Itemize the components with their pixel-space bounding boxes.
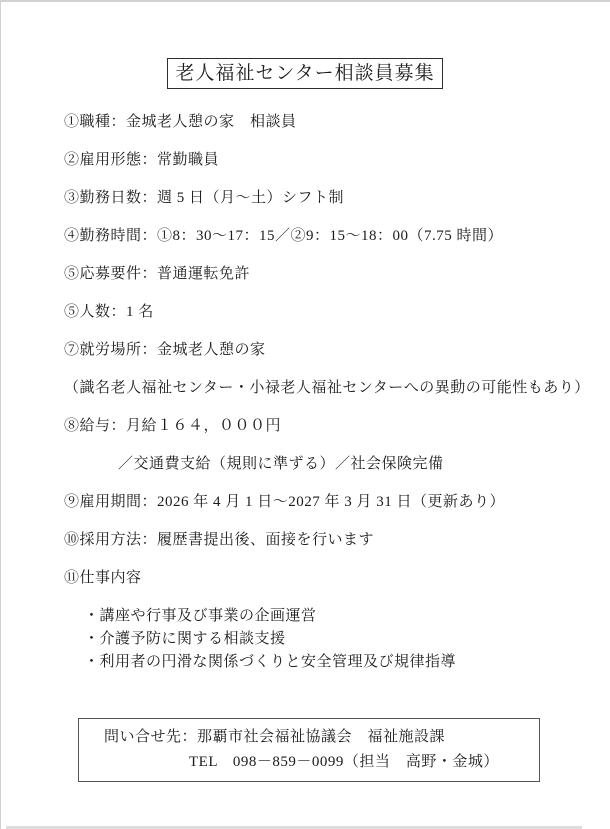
line-hiring-method: ⑩採用方法：履歴書提出後、面接を行います [64,532,375,548]
document-title: 老人福祉センター相談員募集 [167,58,442,89]
line-transfer-note: （識名老人福祉センター・小禄老人福祉センターへの異動の可能性もあり） [64,380,590,396]
line-salary: ⑧給与：月給１６４，０００円 [64,418,282,434]
bullet-care-consulting: ・介護予防に関する相談支援 [84,631,286,647]
line-employment-type: ②雇用形態：常勤職員 [64,152,220,168]
contact-tel-line: TEL 098－859－0099（担当 高野・金城） [189,754,499,770]
document-body [64,112,610,672]
line-headcount: ⑤人数：1 名 [64,304,154,320]
line-work-days: ③勤務日数：週 5 日（月～土）シフト制 [64,190,345,206]
title-container [64,58,546,89]
line-employment-period: ⑨雇用期間：2026 年 4 月 1 日～2027 年 3 月 31 日（更新あり） [64,494,506,510]
line-requirements: ⑤応募要件：普通運転免許 [64,266,251,282]
line-job-type: ①職種：金城老人憩の家 相談員 [64,114,297,130]
line-workplace: ⑦就労場所：金城老人憩の家 [64,342,266,358]
line-work-hours: ④勤務時間：①8：30～17：15／②9：15～18：00（7.75 時間） [64,228,504,244]
line-job-description-heading: ⑪仕事内容 [64,570,142,586]
contact-org-line: 問い合せ先：那覇市社会福祉協議会 福祉施設課 [104,729,446,745]
bullet-event-planning: ・講座や行事及び事業の企画運営 [84,608,317,624]
bullet-safety-guidance: ・利用者の円滑な関係づくりと安全管理及び規律指導 [84,654,457,670]
line-benefits: ／交通費支給（規則に準ずる）／社会保険完備 [118,456,444,472]
contact-box [78,718,540,782]
